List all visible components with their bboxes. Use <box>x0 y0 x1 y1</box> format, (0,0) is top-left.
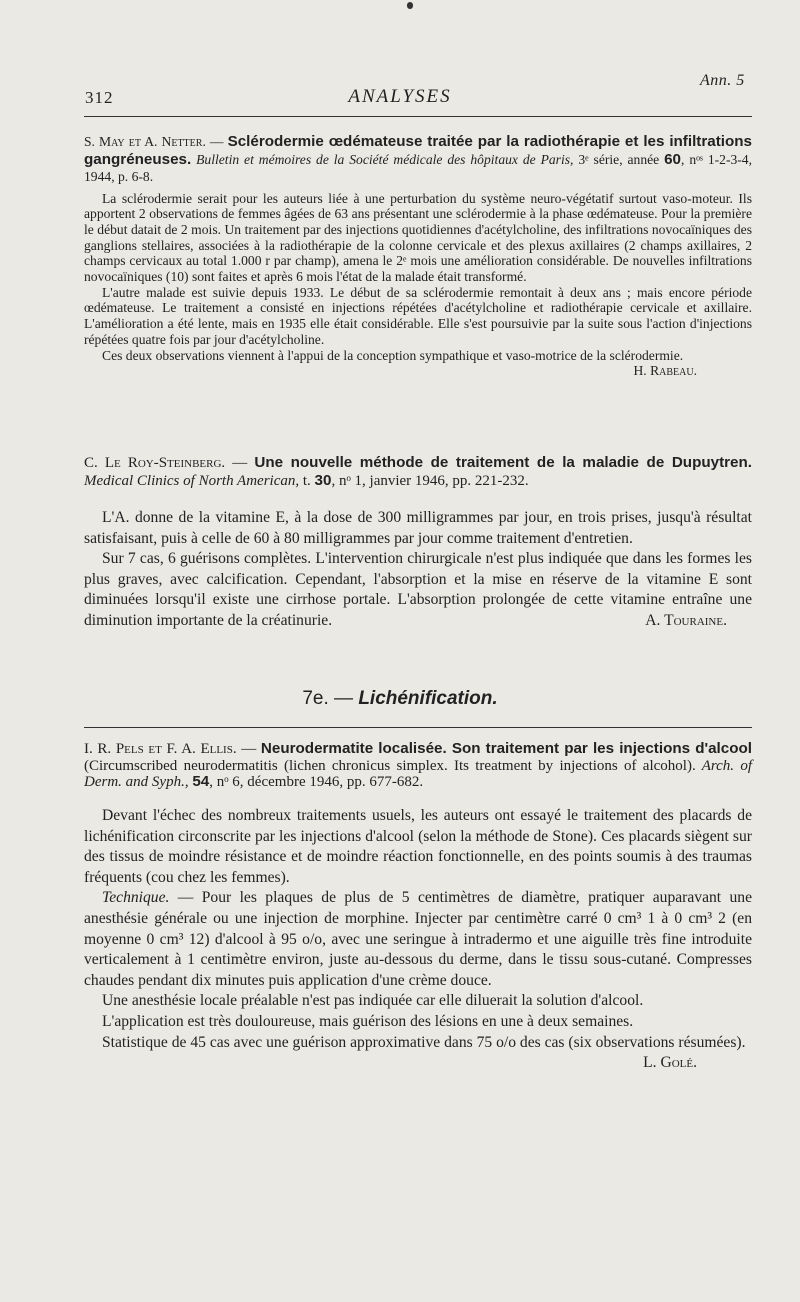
section-heading <box>0 688 800 710</box>
section-number: 7e. <box>302 688 329 709</box>
journal-name: Arch. of Derm. and Syph., <box>84 757 752 790</box>
signature: H. Rabeau. <box>633 363 697 379</box>
volume: 60 <box>664 150 682 168</box>
running-head: ANALYSES <box>348 86 452 107</box>
section-rule <box>84 727 752 728</box>
article-reference <box>84 133 752 186</box>
article-title: Une nouvelle méthode de traitement de la maladie de Dupuytren. <box>254 454 753 471</box>
article-title: Neurodermatite localisée. Son traitement par les injections d'alcool <box>260 740 752 757</box>
dash: — <box>236 741 261 757</box>
article-may-netter <box>84 133 752 379</box>
citation-post: , nᵒ 1, janvier 1946, pp. 221-232. <box>331 473 529 489</box>
article-reference <box>84 454 752 490</box>
paragraph <box>84 1033 752 1072</box>
paragraph <box>84 888 752 991</box>
paragraph <box>84 347 752 379</box>
volume: 54 <box>192 773 210 790</box>
paragraph <box>84 549 752 631</box>
technique-text: — Pour les plaques de plus de 5 centimètres de diamètre, pratiquer auparavant une anesthésie générale ou une injection de morphine. Injecter par centimètre carré 0 cm³ 1 à 0 cm³ 2 (en moyenne 0 cm³ 12) d'alcool à 95 o/o, avec une seringue à intradermo et une aiguille très fine introduite verticalement à 1 centimètre environ, juste au-dessous du derme, dans le tissu sous-cutané. Compresses chaudes pendant dix minutes puis application d'une crème douce. <box>84 889 752 989</box>
article-le-roy-steinberg-body <box>84 508 752 632</box>
citation-pre: 3ᵉ série, année <box>573 151 665 167</box>
article-reference <box>84 741 752 791</box>
paragraph: L'A. donne de la vitamine E, à la dose de 300 milligrammes par jour, en trois prises, jusqu'à résultat satisfaisant, puis à celle de 60 à 80 milligrammes par jour comme traitement d'entretien. <box>84 509 752 547</box>
paragraph-text: Sur 7 cas, 6 guérisons complètes. L'intervention chirurgicale n'est plus indiquée que dans les formes les plus graves, avec calcification. Cependant, l'absorption et la mise en réserve de la vitamine E sont diminuées lorsqu'il existe une cirrhose portale. L'absorption prolongée de cette vitamine entraîne une diminution importante de la créatinurie. <box>84 550 752 629</box>
signature: A. Touraine. <box>645 611 727 629</box>
technique-label: Technique. <box>102 889 170 907</box>
article-pels-ellis-body <box>84 806 752 1074</box>
article-authors: C. Le Roy-Steinberg. <box>84 455 226 471</box>
paragraph: Devant l'échec des nombreux traitements usuels, les auteurs ont essayé le traitement des placards de lichénification circonscrite par les injections d'alcool (selon la méthode de Stone). Ces placards siègent sur des tissus de moindre résistance et de moindre réaction fonctionnelle, en des points soumis à des traumas fréquents (cou chez les femmes). <box>84 807 752 886</box>
english-title: (Circumscribed neurodermatitis (lichen chronicus simplex. Its treatment by injections of alcohol). <box>84 757 696 774</box>
signature: L. Golé. <box>643 1054 697 1072</box>
paragraph: La sclérodermie serait pour les auteurs liée à une perturbation du système neuro-végétatif surtout vaso-moteur. Ils apportent 2 observations de femmes âgées de 63 ans présentant une sclérodermie à la phase œdémateuse. Pour la première le début datait de 2 mois. Un traitement par des injections quotidiennes d'acétylcholine, des infiltrations novocaïniques des ganglions stellaires, associées à la radiothérapie de la colonne cervicale et des plexus axillaires (2 champs axillaires, 2 champs cervicaux au total 1.000 r par champ), amena le 2ᵉ mois une amélioration considérable. De nouvelles infiltrations novocaïniques (10) sont faites et après 6 mois l'état de la malade était transformé. <box>84 190 752 285</box>
journal-name: Medical Clinics of North American, <box>84 473 300 489</box>
article-authors: I. R. Pels et F. A. Ellis. <box>84 741 237 757</box>
paragraph-text: Ces deux observations viennent à l'appui de la conception sympathique et vaso-motrice de la sclérodermie. <box>102 347 684 363</box>
paragraph: Une anesthésie locale préalable n'est pas indiquée car elle diluerait la solution d'alcool. <box>102 992 644 1010</box>
paragraph-text: Statistique de 45 cas avec une guérison approximative dans 75 o/o des cas (six observations résumées). <box>102 1033 746 1051</box>
ink-dot <box>407 2 413 9</box>
annee-marker: Ann. 5 <box>700 72 745 89</box>
article-le-roy-steinberg <box>84 454 752 490</box>
section-title: Lichénification. <box>358 688 498 709</box>
paragraph: L'autre malade est suivie depuis 1933. Le début de sa sclérodermie remontait à deux ans ; mais encore période œdémateuse. Le traitement a consisté en injections répétées d'acétylcholine et radiothérapie cervicale et axillaire. L'amélioration a été lente, mais en 1935 elle était considérable. Elle s'est poursuivie par la suite sous l'action d'injections répétées quatre fois par jour d'acétylcholine. <box>84 284 752 347</box>
page-number: 312 <box>85 88 114 107</box>
citation-post: , nᵒˢ 1-2-3-4, 1944, p. 6-8. <box>84 151 752 184</box>
header-rule <box>84 116 752 117</box>
citation-post: , nᵒ 6, décembre 1946, pp. 677-682. <box>209 774 424 790</box>
dash: — <box>225 455 255 471</box>
citation-pre: t. <box>299 473 315 489</box>
article-pels-ellis <box>84 741 752 791</box>
section-dash: — <box>328 688 359 709</box>
dash: — <box>205 134 228 149</box>
article-authors: S. May et A. Netter. <box>84 134 206 149</box>
paragraph: L'application est très douloureuse, mais guérison des lésions en une à deux semaines. <box>102 1012 634 1030</box>
journal-name: Bulletin et mémoires de la Société médicale des hôpitaux de Paris, <box>196 151 574 167</box>
volume: 30 <box>314 472 332 489</box>
article-title: Sclérodermie œdémateuse traitée par la radiothérapie et les infiltrations gangréneuses. <box>84 133 753 168</box>
